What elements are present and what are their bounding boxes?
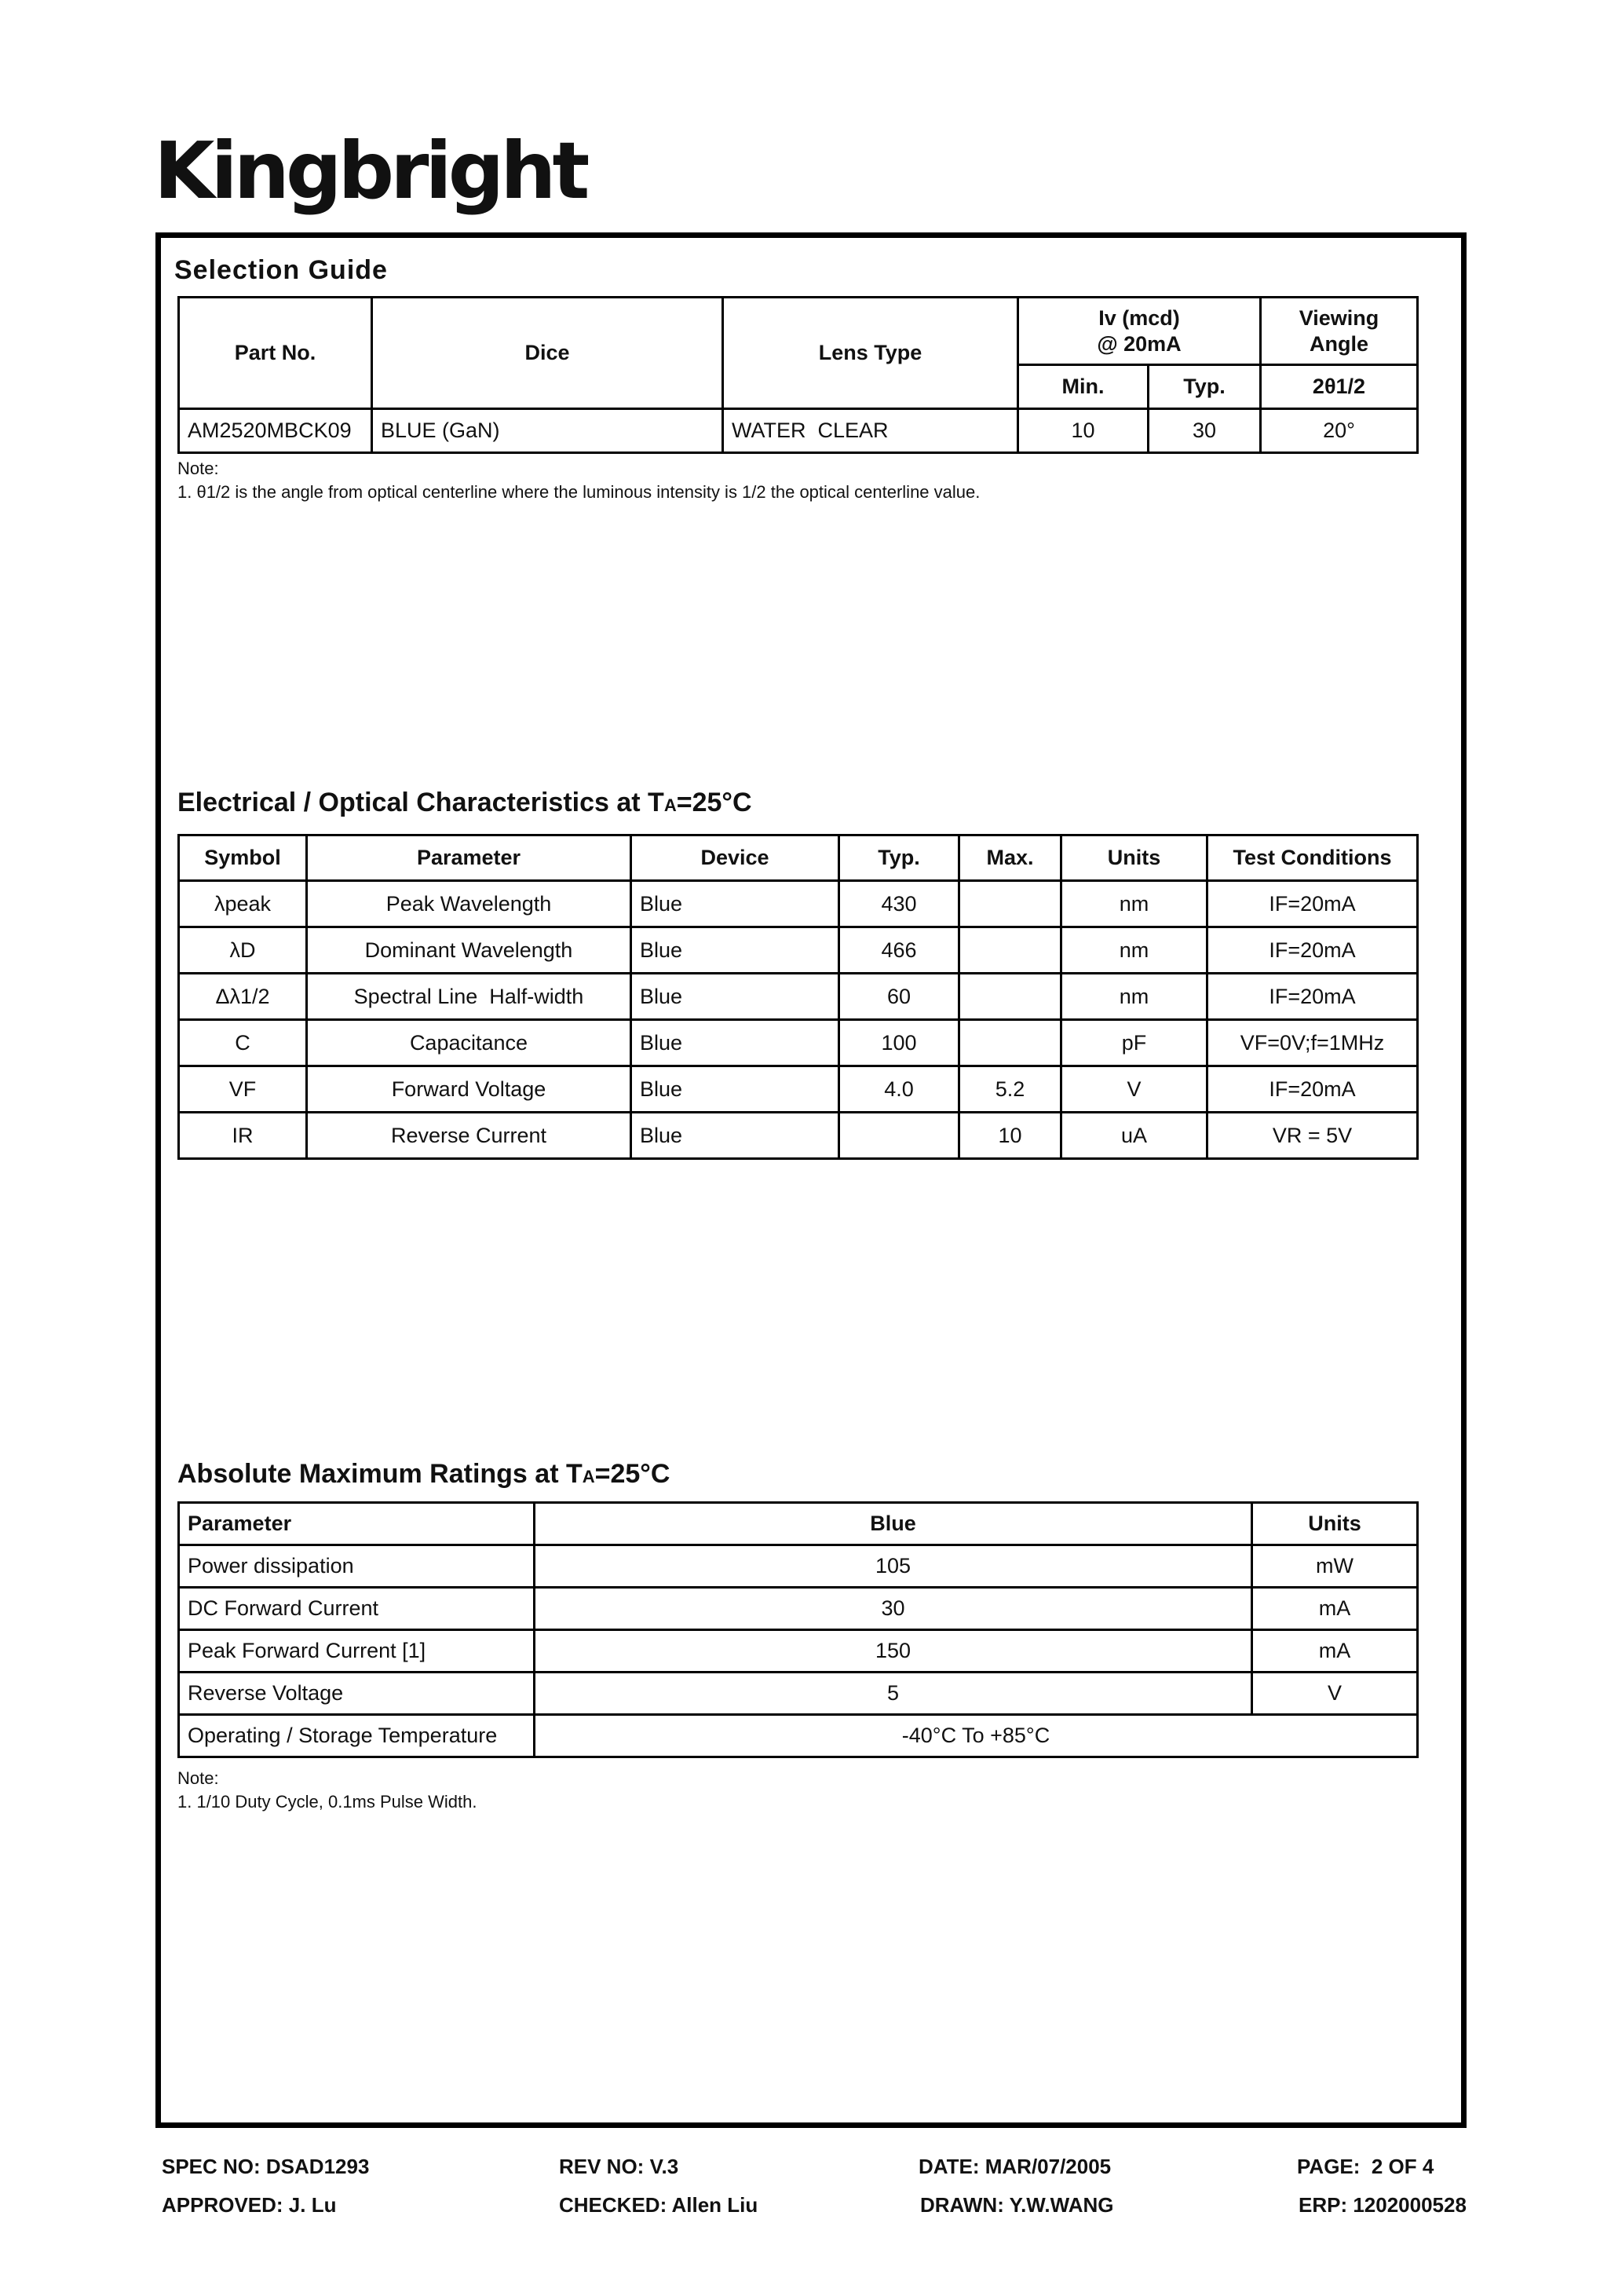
cell-parameter: Peak Forward Current [1] [179, 1630, 535, 1673]
cell-dice: BLUE (GaN) [372, 409, 723, 453]
cell-typ: 466 [839, 927, 959, 974]
header-device: Device [631, 835, 839, 881]
cell-blue: 30 [535, 1588, 1252, 1630]
header-viewing-line1: Viewing [1299, 305, 1379, 330]
note-line: 1. 1/10 Duty Cycle, 0.1ms Pulse Width. [177, 1792, 477, 1812]
cell-blue: 5 [535, 1673, 1252, 1715]
cell-units: V [1061, 1066, 1207, 1113]
footer-drawn: DRAWN: Y.W.WANG [920, 2193, 1114, 2217]
absolute-ratings-table [177, 1501, 1419, 1758]
content-frame [155, 232, 1467, 2128]
electrical-title [177, 789, 752, 816]
cell-units: pF [1061, 1020, 1207, 1066]
cell-typ: 4.0 [839, 1066, 959, 1113]
header-viewing-line2: Angle [1309, 331, 1368, 356]
footer-date: DATE: MAR/07/2005 [919, 2155, 1112, 2178]
cell-lens-type: WATER CLEAR [723, 409, 1018, 453]
cell-test: IF=20mA [1207, 927, 1418, 974]
footer-row-1 [0, 2156, 1622, 2180]
cell-symbol: λD [179, 927, 307, 974]
cell-device: Blue [631, 1066, 839, 1113]
footer-checked: CHECKED: Allen Liu [559, 2193, 758, 2217]
cell-test: IF=20mA [1207, 974, 1418, 1020]
absolute-title-end: =25°C [594, 1459, 670, 1489]
cell-max [959, 974, 1061, 1020]
header-parameter: Parameter [179, 1503, 535, 1545]
header-lens-type: Lens Type [723, 298, 1018, 409]
cell-test: VR = 5V [1207, 1113, 1418, 1159]
header-iv [1018, 298, 1261, 365]
selection-guide-title: Selection Guide [174, 255, 388, 285]
table-row [179, 1673, 1418, 1715]
cell-parameter: Reverse Current [307, 1113, 631, 1159]
cell-test: IF=20mA [1207, 1066, 1418, 1113]
table-row [179, 1113, 1418, 1159]
cell-units: uA [1061, 1113, 1207, 1159]
header-dice: Dice [372, 298, 723, 409]
table-row [179, 409, 1418, 453]
cell-units: nm [1061, 927, 1207, 974]
cell-units: nm [1061, 881, 1207, 927]
cell-device: Blue [631, 1020, 839, 1066]
cell-test: VF=0V;f=1MHz [1207, 1020, 1418, 1066]
cell-typ: 60 [839, 974, 959, 1020]
electrical-title-main: Electrical / Optical Characteristics at T [177, 788, 664, 817]
cell-symbol: IR [179, 1113, 307, 1159]
header-min: Min. [1018, 365, 1149, 409]
note-title: Note: [177, 459, 219, 478]
cell-symbol: λpeak [179, 881, 307, 927]
cell-max: 10 [959, 1113, 1061, 1159]
header-units: Units [1061, 835, 1207, 881]
absolute-note [177, 1767, 477, 1814]
header-typ: Typ. [1149, 365, 1261, 409]
footer-approved: APPROVED: J. Lu [162, 2193, 337, 2217]
cell-temperature-range: -40°C To +85°C [535, 1715, 1418, 1757]
header-units: Units [1252, 1503, 1418, 1545]
table-row [179, 1020, 1418, 1066]
header-viewing-angle [1261, 298, 1418, 365]
table-row [179, 1545, 1418, 1588]
cell-parameter: Forward Voltage [307, 1066, 631, 1113]
header-parameter: Parameter [307, 835, 631, 881]
cell-test: IF=20mA [1207, 881, 1418, 927]
cell-parameter: Power dissipation [179, 1545, 535, 1588]
cell-blue: 150 [535, 1630, 1252, 1673]
header-blue: Blue [535, 1503, 1252, 1545]
cell-part-no: AM2520MBCK09 [179, 409, 372, 453]
selection-note [177, 457, 980, 504]
table-row [179, 974, 1418, 1020]
header-iv-line2: @ 20mA [1097, 331, 1182, 356]
cell-max [959, 927, 1061, 974]
cell-symbol: VF [179, 1066, 307, 1113]
kingbright-logo: Kingbright [154, 125, 586, 217]
cell-parameter: Peak Wavelength [307, 881, 631, 927]
cell-typ [839, 1113, 959, 1159]
table-row [179, 1715, 1418, 1757]
header-angle: 2θ1/2 [1261, 365, 1418, 409]
cell-parameter: Capacitance [307, 1020, 631, 1066]
cell-angle: 20° [1261, 409, 1418, 453]
header-part-no: Part No. [179, 298, 372, 409]
absolute-ratings-title [177, 1461, 670, 1487]
cell-parameter: Spectral Line Half-width [307, 974, 631, 1020]
cell-max [959, 1020, 1061, 1066]
note-line: 1. θ1/2 is the angle from optical centerline where the luminous intensity is 1/2 the optical centerline value. [177, 482, 981, 502]
footer-row-2 [0, 2195, 1622, 2218]
cell-parameter: Dominant Wavelength [307, 927, 631, 974]
header-symbol: Symbol [179, 835, 307, 881]
cell-symbol: C [179, 1020, 307, 1066]
cell-max [959, 881, 1061, 927]
absolute-title-sub: A [582, 1467, 595, 1486]
header-max: Max. [959, 835, 1061, 881]
selection-guide-table [177, 296, 1419, 454]
cell-device: Blue [631, 1113, 839, 1159]
note-title: Note: [177, 1768, 219, 1788]
header-typ: Typ. [839, 835, 959, 881]
table-row [179, 881, 1418, 927]
footer-rev-no: REV NO: V.3 [559, 2155, 679, 2178]
electrical-title-sub: A [663, 795, 677, 815]
cell-units: mA [1252, 1630, 1418, 1673]
cell-parameter: Operating / Storage Temperature [179, 1715, 535, 1757]
electrical-title-end: =25°C [676, 788, 752, 817]
footer-page: PAGE: 2 OF 4 [1297, 2155, 1434, 2178]
table-row [179, 1588, 1418, 1630]
table-row [179, 927, 1418, 974]
cell-units: mW [1252, 1545, 1418, 1588]
cell-blue: 105 [535, 1545, 1252, 1588]
cell-device: Blue [631, 974, 839, 1020]
cell-symbol: Δλ1/2 [179, 974, 307, 1020]
table-row [179, 1066, 1418, 1113]
cell-max: 5.2 [959, 1066, 1061, 1113]
cell-device: Blue [631, 927, 839, 974]
header-iv-line1: Iv (mcd) [1098, 305, 1180, 330]
cell-parameter: Reverse Voltage [179, 1673, 535, 1715]
header-test-conditions: Test Conditions [1207, 835, 1418, 881]
cell-typ: 30 [1149, 409, 1261, 453]
cell-min: 10 [1018, 409, 1149, 453]
cell-parameter: DC Forward Current [179, 1588, 535, 1630]
cell-units: mA [1252, 1588, 1418, 1630]
absolute-title-main: Absolute Maximum Ratings at T [177, 1459, 583, 1489]
cell-units: nm [1061, 974, 1207, 1020]
electrical-table [177, 834, 1419, 1160]
cell-typ: 430 [839, 881, 959, 927]
cell-device: Blue [631, 881, 839, 927]
cell-units: V [1252, 1673, 1418, 1715]
cell-typ: 100 [839, 1020, 959, 1066]
footer-erp: ERP: 1202000528 [1299, 2193, 1467, 2217]
footer-spec-no: SPEC NO: DSAD1293 [162, 2155, 370, 2178]
table-row [179, 1630, 1418, 1673]
